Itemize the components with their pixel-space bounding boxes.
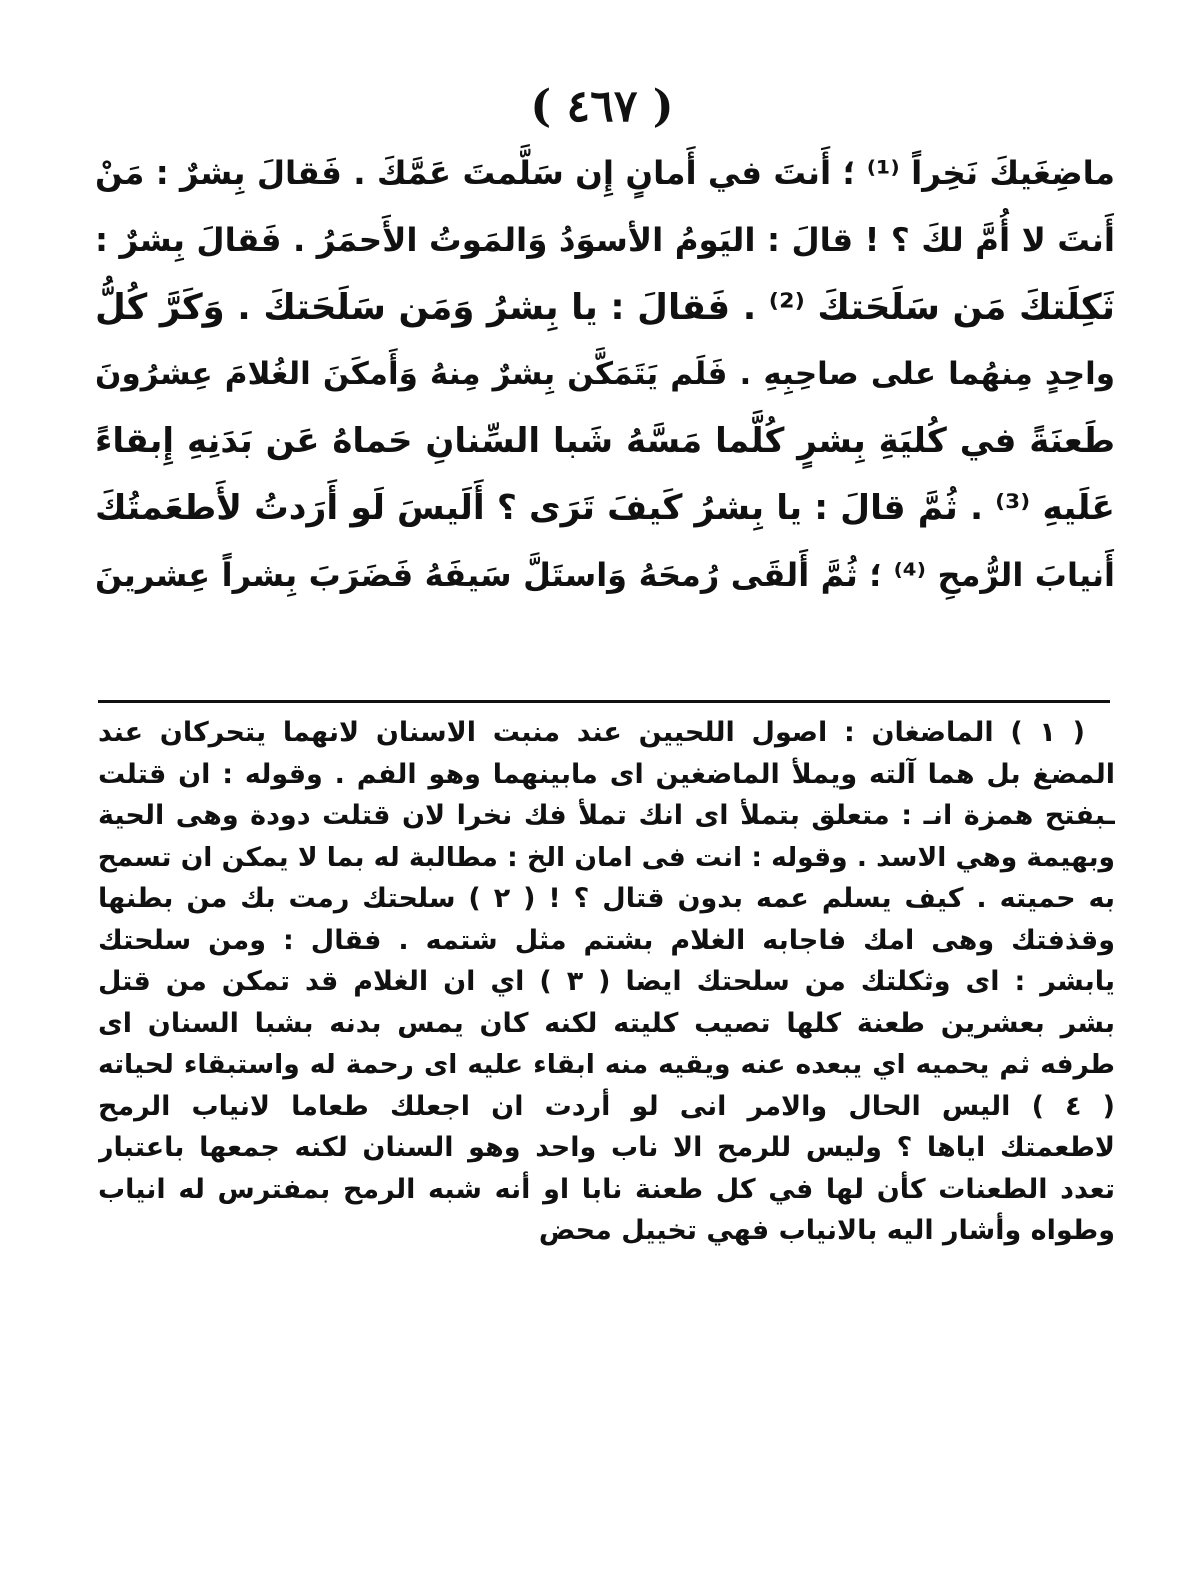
main-text-line: ثَكِلَتكَ مَن سَلَحَتكَ ⁽²⁾ . فَقالَ : يا بِشرُ وَمَن سَلَحَتكَ . وَكَرَّ كُلُّ [95,287,1115,328]
main-text-line: عَلَيهِ ⁽³⁾ . ثُمَّ قالَ : يا بِشرُ كَيفَ تَرَى ؟ أَلَيسَ لَو أَرَدتُ لأَطعَمتُكَ [95,488,1115,528]
main-text-line: واحِدٍ مِنهُما على صاحِبِهِ . فَلَم يَتَمَكَّن بِشرٌ مِنهُ وَأَمكَنَ الغُلامَ عِشرُونَ [95,356,1115,392]
footnote-line: بشر بعشرين طعنة كلها تصيب كليته لكنه كان يمس بدنه بشبا السنان اى [98,1007,1115,1039]
footnotes-block [98,712,1115,1252]
main-text-line: أَنتَ لا أُمَّ لكَ ؟ ! قالَ : اليَومُ الأسوَدُ وَالمَوتُ الأَحمَرُ . فَقالَ بِشرٌ : [95,221,1115,259]
footnote-line: تعدد الطعنات كأن لها في كل طعنة نابا او أنه شبه الرمح بمفترس له انياب [98,1173,1115,1205]
footnote-line: ( ٤ ) اليس الحال والامر انى لو أردت ان اجعلك طعاما لانياب الرمح [98,1090,1115,1122]
footnote-line: المضغ بل هما آلته ويملأ الماضغين اى مابينهما وهو الفم . وقوله : ان قتلت [98,758,1115,790]
page-number: ( ٤٦٧ ) [530,81,674,132]
main-text-line: أَنيابَ الرُّمحِ ⁽⁴⁾ ؛ ثُمَّ أَلقَى رُمحَهُ وَاستَلَّ سَيفَهُ فَضَرَبَ بِشراً عِشرينَ [95,556,1115,594]
main-text-block [95,140,1115,609]
main-text-line: ماضِغَيكَ نَخِراً ⁽¹⁾ ؛ أَنتَ في أَمانٍ إِن سَلَّمتَ عَمَّكَ . فَقالَ بِشرٌ : مَنْ [95,154,1115,192]
footnote-line: وطواه وأشار اليه بالانياب فهي تخييل محض [538,1215,1115,1246]
footnote-line: ـبفتح همزة انـ : متعلق بتملأ اى انك تملأ فك نخرا لان قتلت دودة وهى الحية [98,800,1115,831]
footnote-line: به حميته . كيف يسلم عمه بدون قتال ؟ ! ( ٢ ) سلحتك رمت بك من بطنها [98,883,1115,914]
footnote-line: لاطعمتك اياها ؟ وليس للرمح الا ناب واحد وهو السنان لكنه جمعها باعتبار [98,1132,1115,1163]
footnote-line: ( ١ ) الماضغان : اصول اللحيين عند منبت الاسنان لانهما يتحركان عند [98,717,1085,748]
footnote-line: طرفه ثم يحميه اي يبعده عنه ويقيه منه ابقاء عليه اى رحمة له واستبقاء لحياته [98,1049,1115,1080]
footnote-line: يابشر : اى وثكلتك من سلحتك ايضا ( ٣ ) اي ان الغلام قد تمكن من قتل [98,966,1115,997]
footnote-line: وبهيمة وهي الاسد . وقوله : انت فى امان الخ : مطالبة له بما لا يمكن ان تسمح [98,841,1115,873]
footnote-divider [98,700,1110,703]
main-text-line: طَعنَةً في كُليَةِ بِشرٍ كُلَّما مَسَّهُ شَبا السِّنانِ حَماهُ عَن بَدَنِهِ إِبقاءً [95,421,1115,461]
footnote-line: وقذفتك وهى امك فاجابه الغلام بشتم مثل شتمه . فقال : ومن سلحتك [98,924,1115,956]
